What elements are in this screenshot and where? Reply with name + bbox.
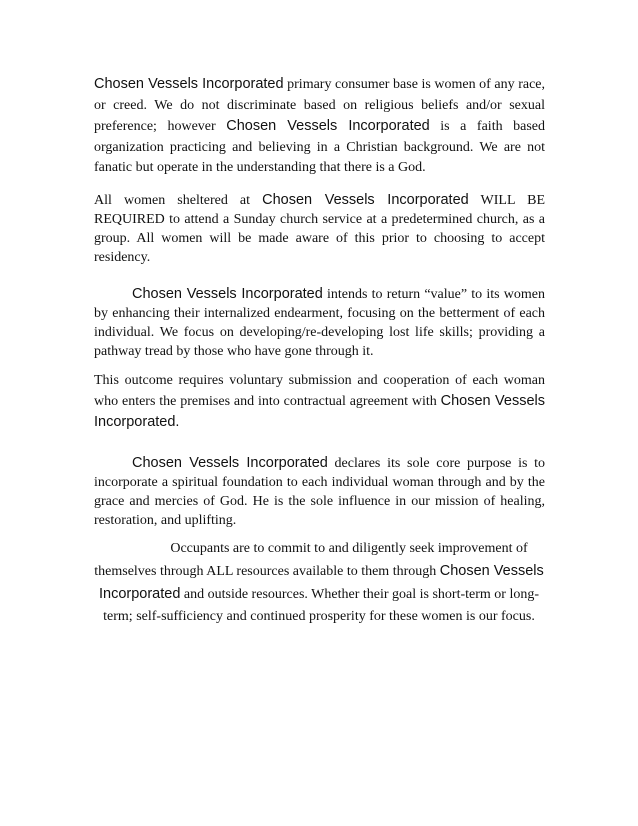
paragraph-church-requirement (94, 191, 545, 267)
org-name: Chosen Vessels Incorporated (94, 76, 284, 92)
org-name: Chosen Vessels Incorporated (132, 455, 328, 471)
paragraph-text: This outcome requires voluntary submission and cooperation of each woman who enters the premises and into contractual agreement with (94, 373, 545, 409)
paragraph-text: All women sheltered at (94, 193, 263, 208)
paragraph-text: primary consumer base is women of any race, or creed. We do not discriminate based on religious beliefs and/or sexual preference; however (94, 77, 546, 134)
paragraph-text: intends to return “value” to its women by enhancing their internalized endearment, focusing on the betterment of each individual. We focus on developing/re-developing lost life skills; providing a pathway tread by those who have gone through it. (94, 287, 545, 359)
paragraph-core-purpose (94, 454, 545, 530)
org-name: Chosen Vessels Incorporated (94, 393, 545, 430)
paragraph-occupants (90, 538, 548, 628)
paragraph-text: WILL BE REQUIRED to attend a Sunday church service at a predetermined church, as a group. All women will be made aware of this prior to choosing to accept residency. (94, 193, 545, 265)
org-name: Chosen Vessels Incorporated (262, 192, 469, 208)
org-name: Chosen Vessels Incorporated (132, 286, 323, 302)
paragraph-text: is a faith based organization practicing and believing in a Christian background. We are not fanatic but operate in the understanding that there is a God. (94, 119, 545, 175)
paragraph-text: declares its sole core purpose is to incorporate a spiritual foundation to each individual woman through and by the grace and mercies of God. He is the sole influence in our mission of healing, restoration, and uplifting. (94, 456, 546, 528)
paragraph-text: and outside resources. Whether their goal is short-term or long-term; self-sufficiency and continued prosperity for these women is our focus. (103, 587, 539, 624)
paragraph-text: . (175, 414, 180, 430)
org-name: Chosen Vessels Incorporated (226, 118, 430, 134)
paragraph-value (94, 285, 545, 361)
paragraph-text: Occupants are to commit to and diligently seek improvement of themselves through ALL resources available to them through (94, 541, 528, 579)
paragraph-outcome (94, 370, 545, 433)
paragraph-consumer-base (94, 74, 545, 179)
org-name: Chosen Vessels Incorporated (98, 563, 544, 602)
